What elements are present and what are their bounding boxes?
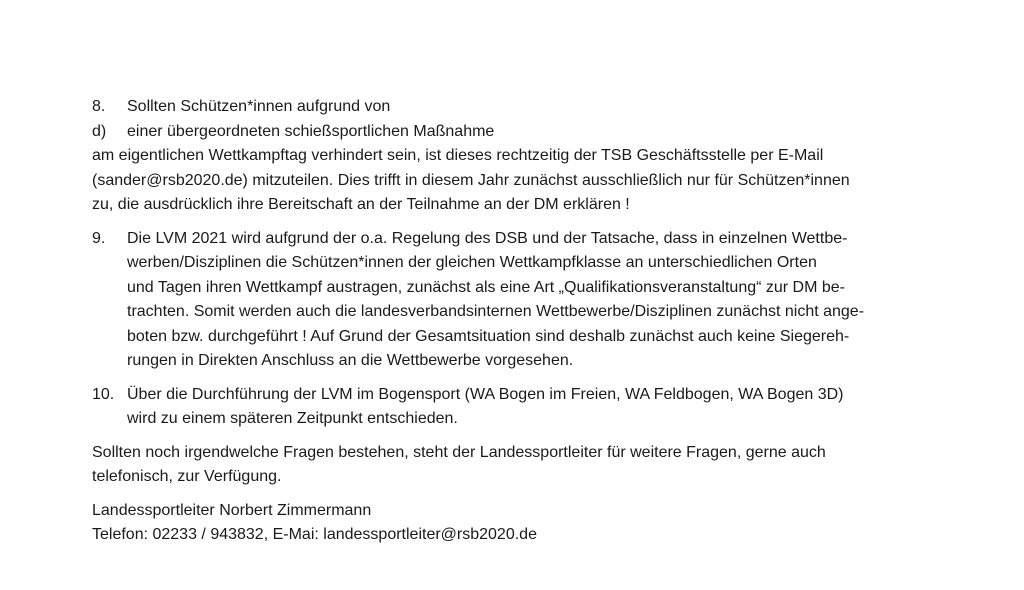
item-8-lead: Sollten Schützen*innen aufgrund von	[127, 98, 391, 115]
signature-name: Landessportleiter Norbert Zimmermann	[92, 501, 372, 519]
item-8-number: 8.	[92, 98, 106, 115]
item-10-number: 10.	[92, 385, 115, 403]
item-9-line: boten bzw. durchgeführt ! Auf Grund der Gesamtsituation sind deshalb zunächst auch keine Siegereh-	[127, 327, 850, 345]
item-8-line: am eigentlichen Wettkampftag verhindert sein, ist dieses rechtzeitig der TSB Geschäftsstelle per E-Mail	[92, 147, 824, 164]
item-9	[92, 227, 922, 374]
closing-line: telefonisch, zur Verfügung.	[92, 468, 282, 485]
item-10	[92, 383, 922, 432]
item-9-line: werben/Disziplinen die Schützen*innen der gleichen Wettkampfklasse an unterschiedlichen Orten	[127, 254, 817, 271]
item-8-line: (sander@rsb2020.de) mitzuteilen. Dies trifft in diesem Jahr zunächst ausschließlich nur für Schützen*innen	[92, 171, 850, 189]
item-9-number: 9.	[92, 229, 106, 247]
item-8-line: zu, die ausdrücklich ihre Bereitschaft an der Teilnahme an der DM erklären !	[92, 196, 630, 213]
signature-contact: Telefon: 02233 / 943832, E-Mai: landessportleiter@rsb2020.de	[92, 526, 537, 543]
item-9-line: Die LVM 2021 wird aufgrund der o.a. Regelung des DSB und der Tatsache, dass in einzelnen Wettbe-	[127, 229, 848, 247]
closing-line: Sollten noch irgendwelche Fragen bestehen, steht der Landessportleiter für weitere Fragen, gerne auch	[92, 443, 826, 461]
item-10-line: wird zu einem späteren Zeitpunkt entschieden.	[127, 410, 458, 427]
item-8-sub-text: einer übergeordneten schießsportlichen Maßnahme	[127, 122, 495, 140]
document-page	[92, 95, 922, 548]
item-8-sub-letter: d)	[92, 122, 107, 140]
item-9-line: rungen in Direkten Anschluss an die Wettbewerbe vorgesehen.	[127, 352, 574, 369]
item-8-heading	[92, 95, 922, 120]
item-9-line: und Tagen ihren Wettkampf austragen, zunächst als eine Art „Qualifikationsveranstaltung“ zur DM be-	[127, 278, 846, 296]
item-9-line: trachten. Somit werden auch die landesverbandsinternen Wettbewerbe/Disziplinen zunächst nicht ange-	[127, 303, 865, 320]
item-10-line: Über die Durchführung der LVM im Bogensport (WA Bogen im Freien, WA Feldbogen, WA Bogen 3D)	[127, 385, 844, 403]
item-8-subitem	[92, 120, 922, 145]
